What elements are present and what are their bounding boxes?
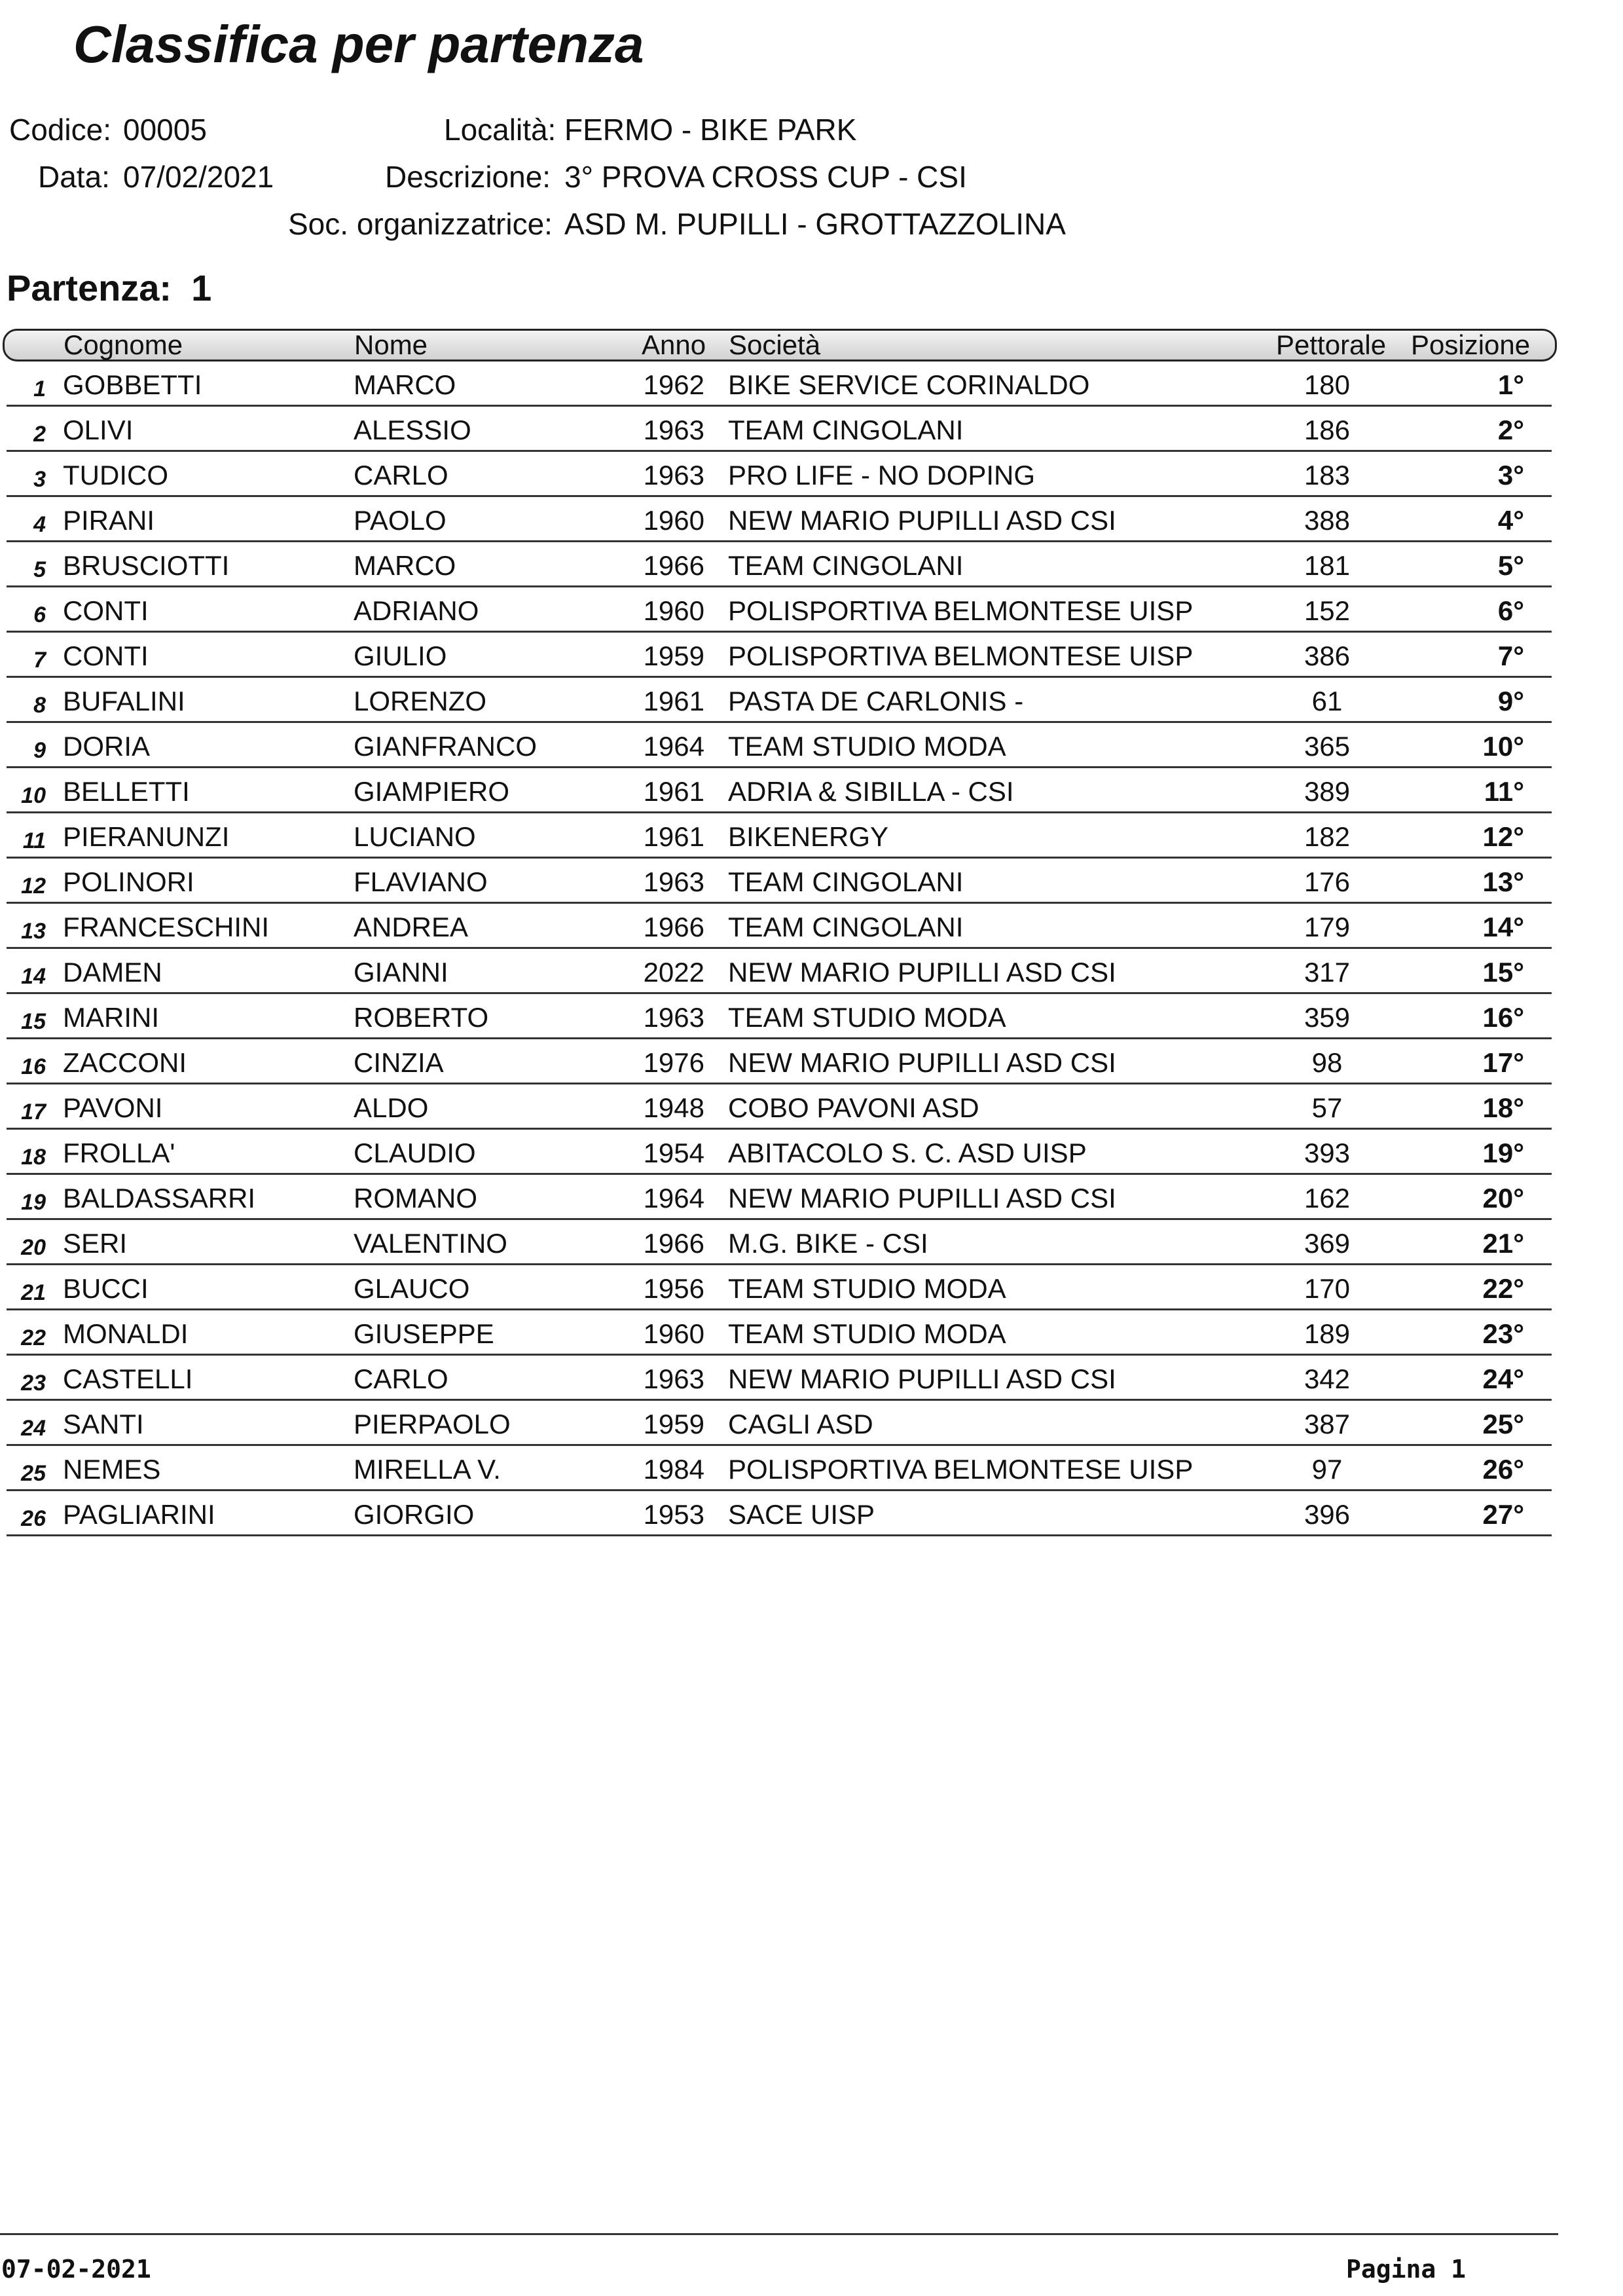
cell-pettorale: 396	[1304, 1499, 1351, 1530]
cell-anno: 1984	[643, 1454, 704, 1485]
row-index: 2	[33, 422, 46, 447]
row-index: 23	[21, 1371, 46, 1396]
table-row	[0, 1265, 1552, 1310]
cell-pettorale: 152	[1304, 595, 1351, 626]
table-row	[0, 768, 1552, 813]
row-index: 7	[33, 648, 46, 673]
cell-pettorale: 317	[1304, 957, 1351, 988]
table-header	[3, 329, 1557, 361]
cell-pettorale: 389	[1304, 776, 1351, 807]
cell-cognome: MARINI	[63, 1002, 159, 1033]
table-row	[0, 1084, 1552, 1130]
cell-posizione: 20°	[1482, 1183, 1524, 1213]
cell-anno: 1961	[643, 821, 704, 852]
cell-cognome: ZACCONI	[63, 1047, 187, 1078]
cell-societa: PASTA DE CARLONIS -	[728, 686, 1024, 716]
cell-pettorale: 162	[1304, 1183, 1351, 1213]
cell-anno: 1962	[643, 369, 704, 400]
page-title: Classifica per partenza	[73, 15, 644, 73]
table-row	[0, 542, 1552, 587]
cell-pettorale: 365	[1304, 731, 1351, 762]
cell-societa: POLISPORTIVA BELMONTESE UISP	[728, 640, 1194, 671]
cell-anno: 1959	[643, 640, 704, 671]
cell-societa: TEAM STUDIO MODA	[728, 1002, 1006, 1033]
footer-date: 07-02-2021	[1, 2255, 151, 2284]
cell-pettorale: 97	[1311, 1454, 1343, 1485]
cell-nome: MIRELLA V.	[354, 1454, 501, 1485]
cell-cognome: DORIA	[63, 731, 151, 762]
cell-anno: 1966	[643, 550, 704, 581]
row-index: 16	[21, 1054, 46, 1079]
cell-posizione: 16°	[1482, 1002, 1524, 1033]
cell-anno: 1954	[643, 1138, 704, 1168]
cell-pettorale: 181	[1304, 550, 1351, 581]
cell-cognome: PAGLIARINI	[63, 1499, 215, 1530]
cell-anno: 1948	[643, 1092, 704, 1123]
cell-cognome: CASTELLI	[63, 1363, 193, 1394]
cell-posizione: 10°	[1482, 731, 1524, 762]
cell-pettorale: 179	[1304, 912, 1351, 942]
table-row	[0, 994, 1552, 1039]
cell-cognome: CONTI	[63, 640, 149, 671]
cell-pettorale: 61	[1311, 686, 1343, 716]
cell-cognome: SERI	[63, 1228, 128, 1259]
cell-pettorale: 180	[1304, 369, 1351, 400]
cell-pettorale: 170	[1304, 1273, 1351, 1304]
row-index: 19	[21, 1190, 46, 1215]
data-label: Data:	[38, 160, 110, 194]
cell-posizione: 4°	[1497, 505, 1524, 536]
table-row	[0, 678, 1552, 723]
cell-anno: 1959	[643, 1409, 704, 1439]
cell-posizione: 19°	[1482, 1138, 1524, 1168]
cell-anno: 1976	[643, 1047, 704, 1078]
cell-nome: CLAUDIO	[354, 1138, 476, 1168]
cell-cognome: PIRANI	[63, 505, 155, 536]
cell-cognome: POLINORI	[63, 866, 194, 897]
cell-anno: 1960	[643, 505, 704, 536]
cell-posizione: 6°	[1497, 595, 1524, 626]
cell-societa: BIKE SERVICE CORINALDO	[728, 369, 1090, 400]
table-row	[0, 407, 1552, 452]
col-cognome: Cognome	[64, 329, 183, 360]
row-index: 21	[21, 1280, 46, 1305]
cell-societa: POLISPORTIVA BELMONTESE UISP	[728, 1454, 1194, 1485]
cell-nome: FLAVIANO	[354, 866, 488, 897]
cell-posizione: 15°	[1482, 957, 1524, 988]
cell-pettorale: 186	[1304, 415, 1351, 445]
cell-pettorale: 359	[1304, 1002, 1351, 1033]
cell-cognome: GOBBETTI	[63, 369, 202, 400]
data-value: 07/02/2021	[123, 160, 274, 194]
descrizione-label: Descrizione:	[385, 160, 551, 194]
cell-societa: ABITACOLO S. C. ASD UISP	[728, 1138, 1087, 1168]
descrizione-value: 3° PROVA CROSS CUP - CSI	[564, 160, 967, 194]
col-anno: Anno	[642, 329, 706, 360]
cell-anno: 1963	[643, 460, 704, 491]
cell-posizione: 2°	[1497, 415, 1524, 445]
cell-pettorale: 57	[1311, 1092, 1343, 1123]
cell-pettorale: 98	[1311, 1047, 1343, 1078]
cell-posizione: 1°	[1497, 369, 1524, 400]
cell-nome: LUCIANO	[354, 821, 476, 852]
table-row	[0, 1446, 1552, 1491]
cell-societa: NEW MARIO PUPILLI ASD CSI	[728, 505, 1116, 536]
cell-societa: TEAM CINGOLANI	[728, 912, 964, 942]
cell-cognome: MONALDI	[63, 1318, 189, 1349]
cell-posizione: 23°	[1482, 1318, 1524, 1349]
cell-nome: ANDREA	[354, 912, 469, 942]
cell-cognome: BRUSCIOTTI	[63, 550, 230, 581]
table-row	[0, 1130, 1552, 1175]
cell-nome: CARLO	[354, 460, 448, 491]
cell-nome: ADRIANO	[354, 595, 479, 626]
cell-pettorale: 189	[1304, 1318, 1351, 1349]
cell-societa: NEW MARIO PUPILLI ASD CSI	[728, 1047, 1116, 1078]
table-row	[0, 1220, 1552, 1265]
row-index: 17	[21, 1100, 46, 1124]
cell-pettorale: 388	[1304, 505, 1351, 536]
table-row	[0, 1491, 1552, 1536]
row-index: 1	[33, 377, 46, 401]
codice-label: Codice:	[9, 113, 111, 147]
cell-pettorale: 369	[1304, 1228, 1351, 1259]
cell-nome: GLAUCO	[354, 1273, 470, 1304]
cell-pettorale: 182	[1304, 821, 1351, 852]
table-row	[0, 1356, 1552, 1401]
cell-posizione: 17°	[1482, 1047, 1524, 1078]
cell-societa: TEAM CINGOLANI	[728, 550, 964, 581]
cell-nome: MARCO	[354, 550, 456, 581]
cell-anno: 1963	[643, 866, 704, 897]
table-row	[0, 587, 1552, 633]
results-table	[0, 361, 1623, 1536]
cell-cognome: FRANCESCHINI	[63, 912, 270, 942]
table-row	[0, 1401, 1552, 1446]
cell-posizione: 26°	[1482, 1454, 1524, 1485]
cell-pettorale: 342	[1304, 1363, 1351, 1394]
row-index: 8	[33, 693, 46, 718]
row-index: 3	[33, 467, 46, 492]
cell-societa: SACE UISP	[728, 1499, 875, 1530]
cell-cognome: SANTI	[63, 1409, 144, 1439]
table-row	[0, 361, 1552, 407]
table-row	[0, 723, 1552, 768]
cell-anno: 1960	[643, 595, 704, 626]
cell-anno: 1963	[643, 1363, 704, 1394]
cell-anno: 1966	[643, 912, 704, 942]
cell-nome: PIERPAOLO	[354, 1409, 511, 1439]
table-row	[0, 904, 1552, 949]
cell-cognome: NEMES	[63, 1454, 161, 1485]
cell-cognome: FROLLA'	[63, 1138, 175, 1168]
row-index: 14	[21, 964, 46, 989]
cell-societa: TEAM STUDIO MODA	[728, 731, 1006, 762]
cell-anno: 1963	[643, 415, 704, 445]
cell-societa: TEAM CINGOLANI	[728, 866, 964, 897]
cell-societa: TEAM STUDIO MODA	[728, 1318, 1006, 1349]
cell-posizione: 9°	[1497, 686, 1524, 716]
cell-nome: VALENTINO	[354, 1228, 507, 1259]
cell-posizione: 18°	[1482, 1092, 1524, 1123]
row-index: 13	[21, 919, 46, 944]
cell-nome: CARLO	[354, 1363, 448, 1394]
table-row	[0, 633, 1552, 678]
cell-posizione: 24°	[1482, 1363, 1524, 1394]
footer-page-number: Pagina 1	[1346, 2255, 1467, 2284]
cell-nome: GIUSEPPE	[354, 1318, 494, 1349]
row-index: 5	[33, 557, 46, 582]
cell-societa: POLISPORTIVA BELMONTESE UISP	[728, 595, 1194, 626]
cell-societa: NEW MARIO PUPILLI ASD CSI	[728, 1363, 1116, 1394]
cell-posizione: 5°	[1497, 550, 1524, 581]
row-index: 11	[22, 828, 46, 853]
row-index: 4	[33, 512, 46, 537]
cell-cognome: TUDICO	[63, 460, 168, 491]
cell-nome: ROMANO	[354, 1183, 477, 1213]
row-index: 6	[33, 602, 46, 627]
soc-organizzatrice-label: Soc. organizzatrice:	[288, 207, 553, 241]
cell-posizione: 25°	[1482, 1409, 1524, 1439]
table-row	[0, 1310, 1552, 1356]
cell-societa: TEAM STUDIO MODA	[728, 1273, 1006, 1304]
table-row	[0, 452, 1552, 497]
cell-cognome: DAMEN	[63, 957, 162, 988]
cell-anno: 1963	[643, 1002, 704, 1033]
cell-nome: GIANFRANCO	[354, 731, 538, 762]
cell-cognome: BUCCI	[63, 1273, 149, 1304]
cell-societa: NEW MARIO PUPILLI ASD CSI	[728, 957, 1116, 988]
cell-societa: PRO LIFE - NO DOPING	[728, 460, 1036, 491]
cell-nome: GIANNI	[354, 957, 448, 988]
cell-nome: MARCO	[354, 369, 456, 400]
cell-posizione: 21°	[1482, 1228, 1524, 1259]
cell-posizione: 14°	[1482, 912, 1524, 942]
cell-posizione: 3°	[1497, 460, 1524, 491]
cell-anno: 1960	[643, 1318, 704, 1349]
col-pettorale: Pettorale	[1276, 329, 1387, 360]
cell-cognome: OLIVI	[63, 415, 134, 445]
cell-anno: 1961	[643, 776, 704, 807]
cell-pettorale: 386	[1304, 640, 1351, 671]
cell-anno: 2022	[643, 957, 704, 988]
row-index: 20	[21, 1235, 46, 1260]
row-index: 9	[33, 738, 46, 763]
cell-societa: ADRIA & SIBILLA - CSI	[728, 776, 1014, 807]
cell-nome: GIULIO	[354, 640, 447, 671]
cell-cognome: BELLETTI	[63, 776, 190, 807]
row-index: 10	[21, 783, 46, 808]
cell-societa: CAGLI ASD	[728, 1409, 873, 1439]
row-index: 24	[21, 1416, 46, 1441]
cell-anno: 1966	[643, 1228, 704, 1259]
row-index: 26	[21, 1506, 46, 1531]
cell-anno: 1956	[643, 1273, 704, 1304]
table-row	[0, 1175, 1552, 1220]
cell-nome: GIAMPIERO	[354, 776, 510, 807]
col-societa: Società	[729, 329, 821, 360]
cell-pettorale: 176	[1304, 866, 1351, 897]
cell-societa: TEAM CINGOLANI	[728, 415, 964, 445]
cell-pettorale: 387	[1304, 1409, 1351, 1439]
cell-posizione: 13°	[1482, 866, 1524, 897]
cell-cognome: BUFALINI	[63, 686, 185, 716]
row-index: 25	[21, 1461, 46, 1486]
table-row	[0, 813, 1552, 859]
cell-cognome: BALDASSARRI	[63, 1183, 256, 1213]
cell-nome: ROBERTO	[354, 1002, 489, 1033]
cell-anno: 1961	[643, 686, 704, 716]
row-index: 18	[21, 1145, 46, 1170]
cell-nome: ALESSIO	[354, 415, 471, 445]
table-row	[0, 1039, 1552, 1084]
table-row	[0, 859, 1552, 904]
cell-pettorale: 183	[1304, 460, 1351, 491]
cell-posizione: 11°	[1484, 776, 1524, 807]
cell-societa: BIKENERGY	[728, 821, 889, 852]
row-index: 12	[21, 874, 46, 898]
localita-value: FERMO - BIKE PARK	[564, 113, 857, 147]
cell-nome: GIORGIO	[354, 1499, 475, 1530]
col-posizione: Posizione	[1411, 329, 1531, 360]
cell-posizione: 22°	[1482, 1273, 1524, 1304]
localita-label: Località:	[444, 113, 556, 147]
cell-societa: COBO PAVONI ASD	[728, 1092, 979, 1123]
cell-societa: NEW MARIO PUPILLI ASD CSI	[728, 1183, 1116, 1213]
cell-posizione: 27°	[1482, 1499, 1524, 1530]
cell-cognome: CONTI	[63, 595, 149, 626]
cell-cognome: PIERANUNZI	[63, 821, 230, 852]
cell-nome: LORENZO	[354, 686, 487, 716]
cell-nome: ALDO	[354, 1092, 429, 1123]
partenza-label: Partenza:	[7, 267, 172, 308]
partenza-number: 1	[191, 267, 212, 308]
cell-cognome: PAVONI	[63, 1092, 163, 1123]
cell-posizione: 12°	[1482, 821, 1524, 852]
cell-posizione: 7°	[1497, 640, 1524, 671]
cell-societa: M.G. BIKE - CSI	[728, 1228, 928, 1259]
row-index: 15	[21, 1009, 46, 1034]
col-nome: Nome	[354, 329, 428, 360]
soc-organizzatrice-value: ASD M. PUPILLI - GROTTAZZOLINA	[564, 207, 1066, 241]
cell-anno: 1953	[643, 1499, 704, 1530]
cell-nome: CINZIA	[354, 1047, 444, 1078]
row-index: 22	[21, 1325, 46, 1350]
codice-value: 00005	[123, 113, 207, 147]
cell-pettorale: 393	[1304, 1138, 1351, 1168]
footer-divider	[0, 2233, 1558, 2235]
cell-anno: 1964	[643, 731, 704, 762]
table-row	[0, 949, 1552, 994]
cell-nome: PAOLO	[354, 505, 447, 536]
cell-anno: 1964	[643, 1183, 704, 1213]
partenza-heading	[7, 265, 211, 312]
table-row	[0, 497, 1552, 542]
